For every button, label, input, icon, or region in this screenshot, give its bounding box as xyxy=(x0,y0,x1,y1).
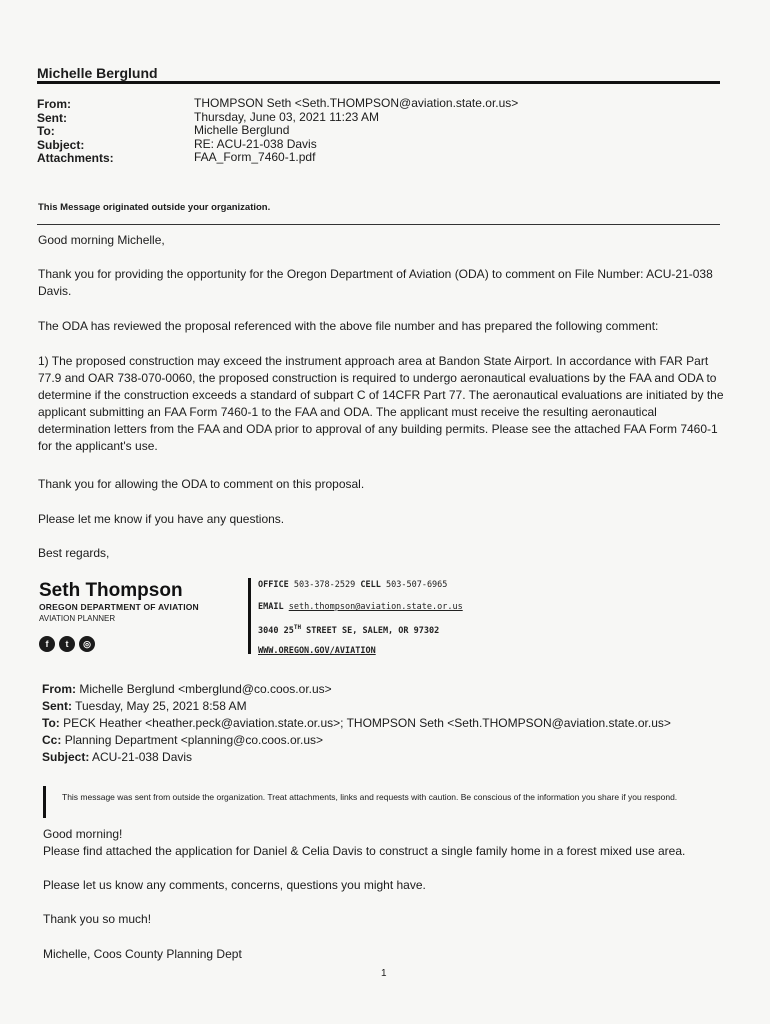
fwd-signoff: Michelle, Coos County Planning Dept xyxy=(43,947,242,961)
sent-value: Thursday, June 03, 2021 11:23 AM xyxy=(194,109,380,124)
signature-divider xyxy=(248,578,251,654)
cell-phone: 503-507-6965 xyxy=(386,580,448,590)
social-links xyxy=(39,636,95,652)
to-value: Michelle Berglund xyxy=(194,123,290,137)
notice-divider xyxy=(37,224,720,225)
attachment-link[interactable]: FAA_Form_7460-1.pdf xyxy=(194,150,316,164)
signature-name: Seth Thompson xyxy=(39,580,183,601)
owner-divider xyxy=(37,81,720,84)
closing: Best regards, xyxy=(38,546,110,560)
paragraph-4: Thank you for allowing the ODA to comment on this proposal. xyxy=(38,477,365,491)
phone-line xyxy=(258,580,447,590)
fwd-paragraph-2: Please let us know any comments, concerns, questions you might have. xyxy=(43,878,426,892)
external-notice: This Message originated outside your organization. xyxy=(38,202,271,213)
header-labels xyxy=(37,98,114,166)
cell-label: CELL xyxy=(360,580,381,590)
paragraph-3: 1) The proposed construction may exceed the instrument approach area at Bandon State Airport. In accordance with FAR Part 77.9 and OAR 738-070-0060, the proposed construction is required to undergo aeronautical evaluations by the FAA and ODA to determine if the construction exceeds a standard of subpart C of 14CFR Part 77. The aeronautical evaluations are initiated by the applicant submitting an FAA Form 7460-1 to the FAA and ODA. The applicant must receive the resulting aeronautical determination letters from the FAA and ODA prior to approval of any building permits. Please see the attached FAA Form 7460-1 for the applicant's use. xyxy=(38,354,724,453)
fwd-sent-row xyxy=(42,698,671,715)
fwd-cc-value: Planning Department <planning@co.coos.or.us> xyxy=(64,733,324,747)
from-label: From: xyxy=(37,97,71,111)
address-number: 3040 25 xyxy=(258,625,294,636)
paragraph-2: The ODA has reviewed the proposal referenced with the above file number and has prepared the following comment: xyxy=(38,319,659,333)
fwd-subject-row xyxy=(42,749,671,766)
fwd-to-label: To: xyxy=(42,716,60,730)
fwd-paragraph-3: Thank you so much! xyxy=(43,912,152,926)
paragraph-5: Please let me know if you have any questions. xyxy=(38,512,285,526)
email-link[interactable]: seth.thompson@aviation.state.or.us xyxy=(288,602,463,612)
subject-label: Subject: xyxy=(37,137,85,152)
fwd-subject-value: ACU-21-038 Davis xyxy=(92,750,193,764)
fwd-from-row xyxy=(42,681,671,698)
fwd-greeting: Good morning! xyxy=(43,827,123,841)
fwd-cc-row xyxy=(42,732,671,749)
fwd-from-label: From: xyxy=(42,682,76,696)
facebook-icon[interactable]: f xyxy=(39,636,55,652)
fwd-cc-label: Cc: xyxy=(42,733,62,747)
fwd-to-value: PECK Heather <heather.peck@aviation.state.or.us>; THOMPSON Seth <Seth.THOMPSON@aviation.state.or.us> xyxy=(63,716,671,730)
paragraph-1: Thank you for providing the opportunity for the Oregon Department of Aviation (ODA) to comment on File Number: ACU-21-038 Davis. xyxy=(38,267,713,298)
fwd-sent-label: Sent: xyxy=(42,699,72,713)
fwd-subject-label: Subject: xyxy=(42,750,90,764)
address-line xyxy=(258,624,439,636)
page-number: 1 xyxy=(381,968,387,979)
website-link[interactable]: WWW.OREGON.GOV/AVIATION xyxy=(258,646,376,656)
address-rest: STREET SE, SALEM, OR 97302 xyxy=(301,625,440,636)
twitter-icon[interactable]: t xyxy=(59,636,75,652)
subject-value: RE: ACU-21-038 Davis xyxy=(194,136,317,151)
signature-org: OREGON DEPARTMENT OF AVIATION xyxy=(39,602,199,612)
sent-label: Sent: xyxy=(37,110,67,125)
attachments-label: Attachments: xyxy=(37,151,114,165)
email-label: EMAIL xyxy=(258,602,284,612)
fwd-to-row xyxy=(42,715,671,732)
fwd-paragraph-1: Please find attached the application for Daniel & Celia Davis to construct a single family home in a forest mixed use area. xyxy=(43,844,686,858)
instagram-icon[interactable]: ◎ xyxy=(79,636,95,652)
fwd-from-value: Michelle Berglund <mberglund@co.coos.or.us> xyxy=(79,682,332,696)
fwd-notice-bar xyxy=(43,786,46,818)
address-ordinal: TH xyxy=(293,624,302,631)
fwd-sent-value: Tuesday, May 25, 2021 8:58 AM xyxy=(75,699,247,713)
greeting: Good morning Michelle, xyxy=(38,233,165,247)
from-value: THOMPSON Seth <Seth.THOMPSON@aviation.state.or.us> xyxy=(194,96,519,110)
email-line xyxy=(258,602,463,612)
fwd-external-notice: This message was sent from outside the organization. Treat attachments, links and requests with caution. Be conscious of the information you share if you respond. xyxy=(62,792,678,802)
mailbox-owner: Michelle Berglund xyxy=(37,65,158,81)
to-label: To: xyxy=(37,124,55,138)
signature-title: AVIATION PLANNER xyxy=(39,614,116,623)
header-values xyxy=(194,97,518,165)
office-label: OFFICE xyxy=(258,580,289,590)
forwarded-header xyxy=(42,681,671,766)
office-phone: 503-378-2529 xyxy=(293,580,356,590)
